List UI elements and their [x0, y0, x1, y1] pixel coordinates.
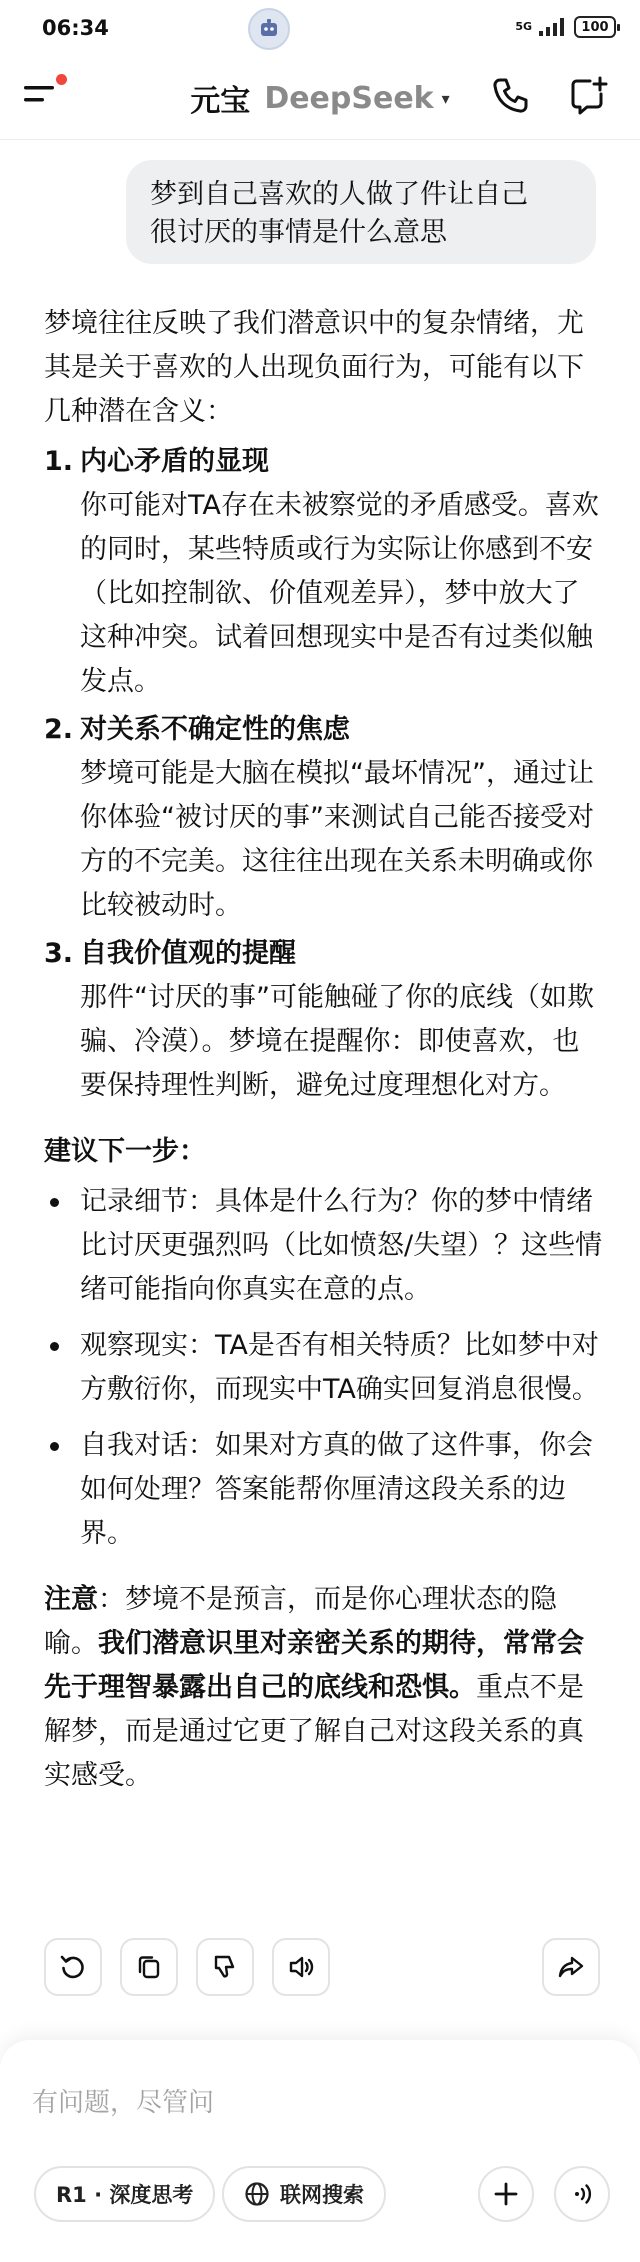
list-item — [44, 708, 604, 928]
voice-call-button[interactable] — [488, 74, 536, 122]
phone-icon — [488, 74, 532, 118]
item-title: 自我价值观的提醒 — [80, 938, 296, 969]
item-title: 内心矛盾的显现 — [80, 446, 269, 477]
item-body: 那件“讨厌的事”可能触碰了你的底线（如欺骗、冷漠）。梦境在提醒你：即使喜欢，也要保持理性判断，避免过度理想化对方。 — [80, 982, 594, 1101]
voice-wave-icon — [568, 2180, 596, 2208]
network-type: 5G — [515, 20, 532, 33]
status-time: 06:34 — [42, 16, 109, 40]
user-message-bubble — [126, 160, 596, 264]
voice-input-button[interactable] — [554, 2166, 610, 2222]
item-body: 梦境可能是大脑在模拟“最坏情况”，通过让你体验“被讨厌的事”来测试自己能否接受对方的不完美。这往往出现在关系未明确或你比较被动时。 — [80, 758, 594, 921]
note-colon: ： — [98, 1584, 125, 1615]
copy-button[interactable] — [120, 1938, 178, 1996]
web-search-toggle[interactable] — [222, 2166, 386, 2222]
model-selector[interactable]: DeepSeek — [264, 80, 434, 116]
list-item — [44, 932, 604, 1108]
bullet-item: 观察现实：TA是否有相关特质？比如梦中对方敷衍你，而现实中TA确实回复消息很慢。 — [44, 1324, 604, 1412]
deep-think-label: R1 · 深度思考 — [56, 2183, 194, 2207]
copy-icon — [134, 1952, 164, 1982]
attach-button[interactable] — [478, 2166, 534, 2222]
app-header — [0, 56, 640, 140]
chevron-down-icon[interactable]: ▾ — [441, 88, 450, 108]
assistant-answer — [44, 302, 604, 1798]
note-text: 梦境不是预言，而是你心理状态的隐喻。 — [44, 1584, 557, 1659]
note-paragraph — [44, 1578, 604, 1798]
composer — [0, 2040, 640, 2262]
item-number: 1. — [44, 446, 74, 477]
title-area[interactable] — [0, 76, 640, 120]
app-title: 元宝 — [190, 84, 251, 119]
web-search-label: 联网搜索 — [280, 2183, 364, 2207]
status-bar — [0, 0, 640, 56]
note-emphasis: 我们潜意识里对亲密关系的期待，常常会先于理智暴露出自己的底线和恐惧。 — [44, 1628, 584, 1703]
share-button[interactable] — [542, 1938, 600, 1996]
answer-intro: 梦境往往反映了我们潜意识中的复杂情绪，尤其是关于喜欢的人出现负面行为，可能有以下几种潜在含义： — [44, 308, 584, 427]
status-indicators — [515, 16, 616, 38]
share-icon — [556, 1952, 586, 1982]
refresh-icon — [58, 1952, 88, 1982]
item-title: 对关系不确定性的焦虑 — [80, 714, 350, 745]
signal-icon — [538, 17, 568, 37]
notification-app-icon — [248, 8, 290, 50]
globe-icon — [244, 2181, 270, 2207]
user-message-line: 梦到自己喜欢的人做了件让自己 — [150, 179, 528, 210]
note-text: 重点不是解梦，而是通过它更了解自己对这段关系的真实感受。 — [44, 1672, 584, 1791]
new-chat-icon — [566, 74, 610, 118]
dislike-button[interactable] — [196, 1938, 254, 1996]
speaker-icon — [286, 1952, 316, 1982]
item-number: 3. — [44, 938, 74, 969]
user-message-line: 很讨厌的事情是什么意思 — [150, 217, 447, 248]
bullet-item: 记录细节：具体是什么行为？你的梦中情绪比讨厌更强烈吗（比如愤怒/失望）？这些情绪可能指向你真实在意的点。 — [44, 1180, 604, 1312]
plus-icon — [492, 2180, 520, 2208]
read-aloud-button[interactable] — [272, 1938, 330, 1996]
deep-think-toggle[interactable] — [34, 2166, 215, 2222]
list-item — [44, 440, 604, 704]
item-number: 2. — [44, 714, 74, 745]
thumbs-down-icon — [210, 1952, 240, 1982]
message-actions — [44, 1938, 600, 1998]
item-body: 你可能对TA存在未被察觉的矛盾感受。喜欢的同时，某些特质或行为实际让你感到不安（比如控制欲、价值观差异），梦中放大了这种冲突。试着回想现实中是否有过类似触发点。 — [80, 490, 599, 697]
note-label: 注意 — [44, 1584, 98, 1615]
bullet-item: 自我对话：如果对方真的做了这件事，你会如何处理？答案能帮你厘清这段关系的边界。 — [44, 1424, 604, 1556]
new-chat-button[interactable] — [566, 74, 614, 122]
next-steps-heading: 建议下一步： — [44, 1136, 206, 1167]
message-input[interactable]: 有问题，尽管问 — [32, 2088, 215, 2118]
regenerate-button[interactable] — [44, 1938, 102, 1996]
battery-icon: 100 — [574, 16, 616, 38]
